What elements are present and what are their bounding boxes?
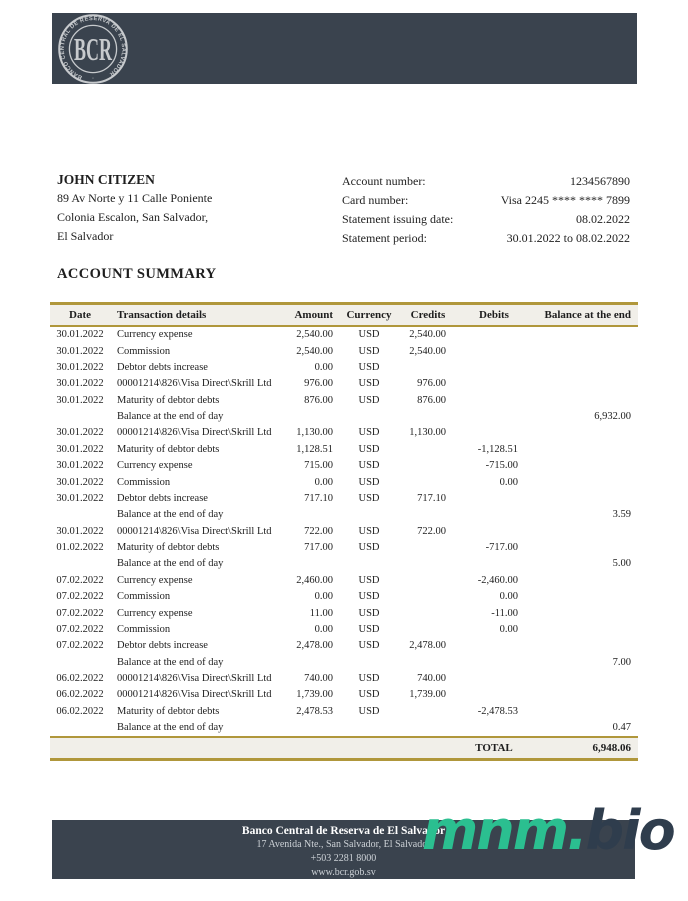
table-row: 07.02.2022 Currency expense 2,460.00 USD -2,460.00 [56, 574, 518, 586]
total-label: TOTAL [458, 737, 530, 760]
table-row: Balance at the end of day 7.00 [117, 656, 631, 668]
table-row: 06.02.2022 Maturity of debtor debts 2,478.53 USD -2,478.53 [56, 705, 518, 717]
customer-address-line: Colonia Escalon, San Salvador, [57, 210, 209, 224]
statement-period-row [342, 229, 630, 248]
table-row: 30.01.2022 Commission 0.00 USD 0.00 [56, 476, 518, 488]
column-header-amount: Amount [292, 304, 340, 327]
table-row: 07.02.2022 Debtor debts increase 2,478.00 USD 2,478.00 [56, 640, 446, 652]
seal-center-text: BCR [74, 31, 112, 68]
column-header-details: Transaction details [110, 304, 292, 327]
customer-address-block [57, 170, 337, 246]
column-header-currency: Currency [340, 304, 398, 327]
footer-phone: +503 2281 8000 [310, 853, 377, 864]
table-row: 30.01.2022 Debtor debts increase 0.00 USD [56, 361, 380, 373]
account-number-value: 1234567890 [570, 174, 630, 188]
seal-ring-text: BANCO CENTRAL DE RESERVA DE EL SALVADOR [59, 15, 127, 80]
seal-bottom-dot: · [91, 73, 95, 83]
account-summary-title: ACCOUNT SUMMARY [57, 266, 217, 282]
table-row: Balance at the end of day 5.00 [117, 558, 631, 570]
table-row: 01.02.2022 Maturity of debtor debts 717.00 USD -717.00 [56, 542, 518, 554]
table-row: 30.01.2022 00001214\826\Visa Direct\Skrill Ltd 722.00 USD 722.00 [56, 525, 446, 537]
column-header-balance: Balance at the end [530, 304, 638, 327]
table-row: Balance at the end of day 6,932.00 [117, 411, 631, 423]
table-header [50, 304, 638, 327]
column-header-date: Date [50, 304, 110, 327]
total-row [50, 737, 638, 760]
account-number-row [342, 172, 630, 191]
table-row: 30.01.2022 00001214\826\Visa Direct\Skrill Ltd 976.00 USD 976.00 [56, 378, 446, 390]
table-row: 07.02.2022 Commission 0.00 USD 0.00 [56, 591, 518, 603]
table-row: 30.01.2022 00001214\826\Visa Direct\Skrill Ltd 1,130.00 USD 1,130.00 [56, 427, 446, 439]
footer-address: 17 Avenida Nte., San Salvador, El Salvador [256, 839, 431, 850]
table-row: 07.02.2022 Currency expense 11.00 USD -11.00 [56, 607, 518, 619]
table-row: 30.01.2022 Maturity of debtor debts 1,128.51 USD -1,128.51 [56, 443, 518, 455]
table-row: 06.02.2022 00001214\826\Visa Direct\Skrill Ltd 740.00 USD 740.00 [56, 673, 446, 685]
footer-bank-name: Banco Central de Reserva de El Salvador [241, 825, 446, 837]
statement-period-label: Statement period: [342, 231, 427, 245]
table-row: 30.01.2022 Currency expense 2,540.00 USD 2,540.00 [56, 329, 446, 341]
customer-address-line: 89 Av Norte y 11 Calle Poniente [57, 191, 213, 205]
issuing-date-label: Statement issuing date: [342, 212, 454, 226]
account-info-block [342, 172, 630, 248]
statement-period-value: 30.01.2022 to 08.02.2022 [506, 231, 630, 245]
card-number-row [342, 191, 630, 210]
watermark-prefix: mnm. [422, 799, 586, 862]
table-body [50, 326, 638, 737]
issuing-date-value: 08.02.2022 [576, 212, 630, 226]
mnm-bio-watermark [422, 799, 674, 862]
issuing-date-row [342, 210, 630, 229]
bcr-seal-logo [56, 12, 130, 86]
table-row: 30.01.2022 Commission 2,540.00 USD 2,540.00 [56, 345, 446, 357]
card-number-label: Card number: [342, 193, 409, 207]
total-value: 6,948.06 [530, 737, 638, 760]
header-bar [52, 13, 637, 84]
customer-name: JOHN CITIZEN [57, 172, 155, 187]
column-header-debits: Debits [458, 304, 530, 327]
table-row: 30.01.2022 Debtor debts increase 717.10 USD 717.10 [56, 492, 446, 504]
table-row: 06.02.2022 00001214\826\Visa Direct\Skrill Ltd 1,739.00 USD 1,739.00 [56, 689, 446, 701]
table-footer [50, 737, 638, 760]
table-row: 07.02.2022 Commission 0.00 USD 0.00 [56, 623, 518, 635]
watermark-suffix: bio [585, 799, 674, 862]
transactions-table [50, 302, 638, 761]
card-number-value: Visa 2245 **** **** 7899 [500, 193, 630, 207]
table-row: 30.01.2022 Currency expense 715.00 USD -715.00 [56, 460, 518, 472]
account-number-label: Account number: [342, 174, 426, 188]
table-row: 30.01.2022 Maturity of debtor debts 876.00 USD 876.00 [56, 394, 446, 406]
footer-website: www.bcr.gob.sv [311, 867, 376, 878]
table-row: Balance at the end of day 3.59 [117, 509, 631, 521]
column-header-credits: Credits [398, 304, 458, 327]
table-row: Balance at the end of day 0.47 [117, 722, 631, 734]
customer-address-line: El Salvador [57, 229, 114, 243]
